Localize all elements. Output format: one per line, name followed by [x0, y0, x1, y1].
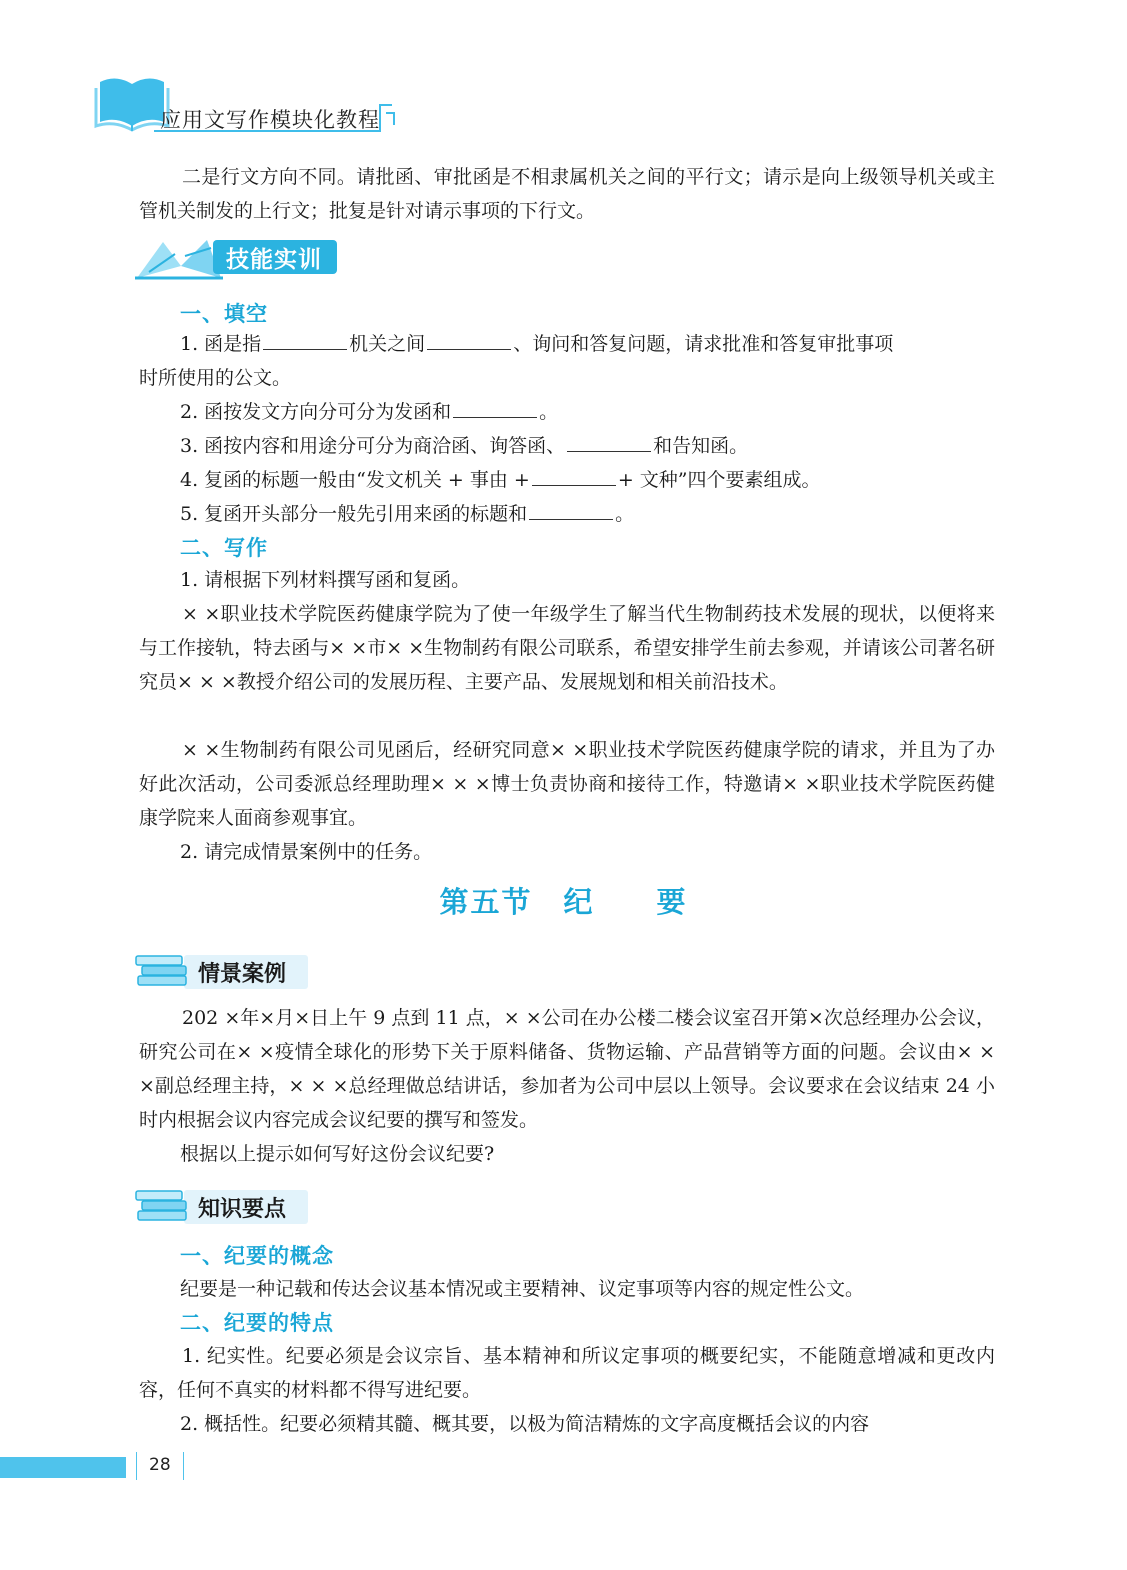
intro-paragraph: 二是行文方向不同。请批函、审批函是不相隶属机关之间的平行文；请示是向上级领导机关或主管机关制发的上行文；批复是针对请示事项的下行文。: [139, 166, 995, 222]
question-3: 3. 函按内容和用途分可分为商洽函、询答函、 和告知函。: [180, 435, 749, 457]
books-stack-icon: [134, 950, 194, 990]
answer-blank[interactable]: [529, 501, 613, 520]
case-banner: 情景案例: [198, 962, 287, 987]
answer-blank[interactable]: [427, 331, 511, 350]
skill-training-banner: 技能实训: [226, 247, 322, 273]
question-5: 5. 复函开头部分一般先引用来函的标题和 。: [180, 503, 635, 525]
writing-task-2: 2. 请完成情景案例中的任务。: [180, 841, 433, 863]
case-paragraph: 202 ×年×月×日上午 9 点到 11 点，× ×公司在办公楼二楼会议室召开第×次总经理办公会议，研究公司在× ×疫情全球化的形势下关于原料储备、货物运输、产品营销等方面的问题。会议由× × ×副总经理主持，× × ×总经理做总结讲话，参加者为公司中层以上领导。会议要求在会议结束 24 小时内根据会议内容完成会议纪要的撰写和签发。: [139, 1007, 995, 1131]
question-1: 1. 函是指 机关之间 、询问和答复问题，请求批准和答复审批事项: [180, 333, 894, 355]
page-number: 28: [149, 1455, 171, 1475]
writing-task-1: 1. 请根据下列材料撰写函和复函。: [180, 569, 471, 591]
case-question: 根据以上提示如何写好这份会议纪要?: [180, 1143, 495, 1165]
feature-2-paragraph: 2. 概括性。纪要必须精其髓、概其要，以极为简洁精炼的文字高度概括会议的内容: [180, 1413, 870, 1435]
feature-1-paragraph: 1. 纪实性。纪要必须是会议宗旨、基本精神和所议定事项的概要纪实，不能随意增减和更改内容，任何不真实的材料都不得写进纪要。: [139, 1345, 995, 1401]
writing-material-1: × ×职业技术学院医药健康学院为了使一年级学生了解当代生物制药技术发展的现状，以便将来与工作接轨，特去函与× ×市× ×生物制药有限公司联系，希望安排学生前去参观，并请该公司著名研究员× × ×教授介绍公司的发展历程、主要产品、发展规划和相关前沿技术。: [139, 603, 995, 693]
question-4: 4. 复函的标题一般由“发文机关 + 事由 + + 文种”四个要素组成。: [180, 469, 821, 491]
book-title: 应用文写作模块化教程: [160, 108, 380, 132]
section-title: 第五节 纪 要: [439, 885, 688, 919]
answer-blank[interactable]: [567, 433, 651, 452]
concept-paragraph: 纪要是一种记载和传达会议基本情况或主要精神、议定事项等内容的规定性公文。: [180, 1278, 865, 1300]
features-heading: 二、纪要的特点: [180, 1311, 334, 1335]
books-stack-icon: [134, 1185, 194, 1225]
footer-divider: [136, 1452, 137, 1480]
open-book-banner-icon: [135, 236, 225, 280]
concept-heading: 一、纪要的概念: [180, 1244, 334, 1268]
writing-heading: 二、写作: [180, 536, 268, 560]
footer-bar: [0, 1457, 126, 1478]
question-2: 2. 函按发文方向分可分为发函和 。: [180, 401, 559, 423]
answer-blank[interactable]: [532, 467, 616, 486]
answer-blank[interactable]: [263, 331, 347, 350]
writing-material-2: × ×生物制药有限公司见函后，经研究同意× ×职业技术学院医药健康学院的请求，并且为了办好此次活动，公司委派总经理助理× × ×博士负责协商和接待工作，特邀请× ×职业技术学院医药健康学院来人面商参观事宜。: [139, 739, 995, 829]
question-1-continued: 时所使用的公文。: [139, 367, 292, 389]
answer-blank[interactable]: [453, 399, 537, 418]
fill-blank-heading: 一、填空: [180, 302, 268, 326]
knowledge-banner: 知识要点: [198, 1197, 287, 1222]
footer-divider: [183, 1452, 184, 1480]
